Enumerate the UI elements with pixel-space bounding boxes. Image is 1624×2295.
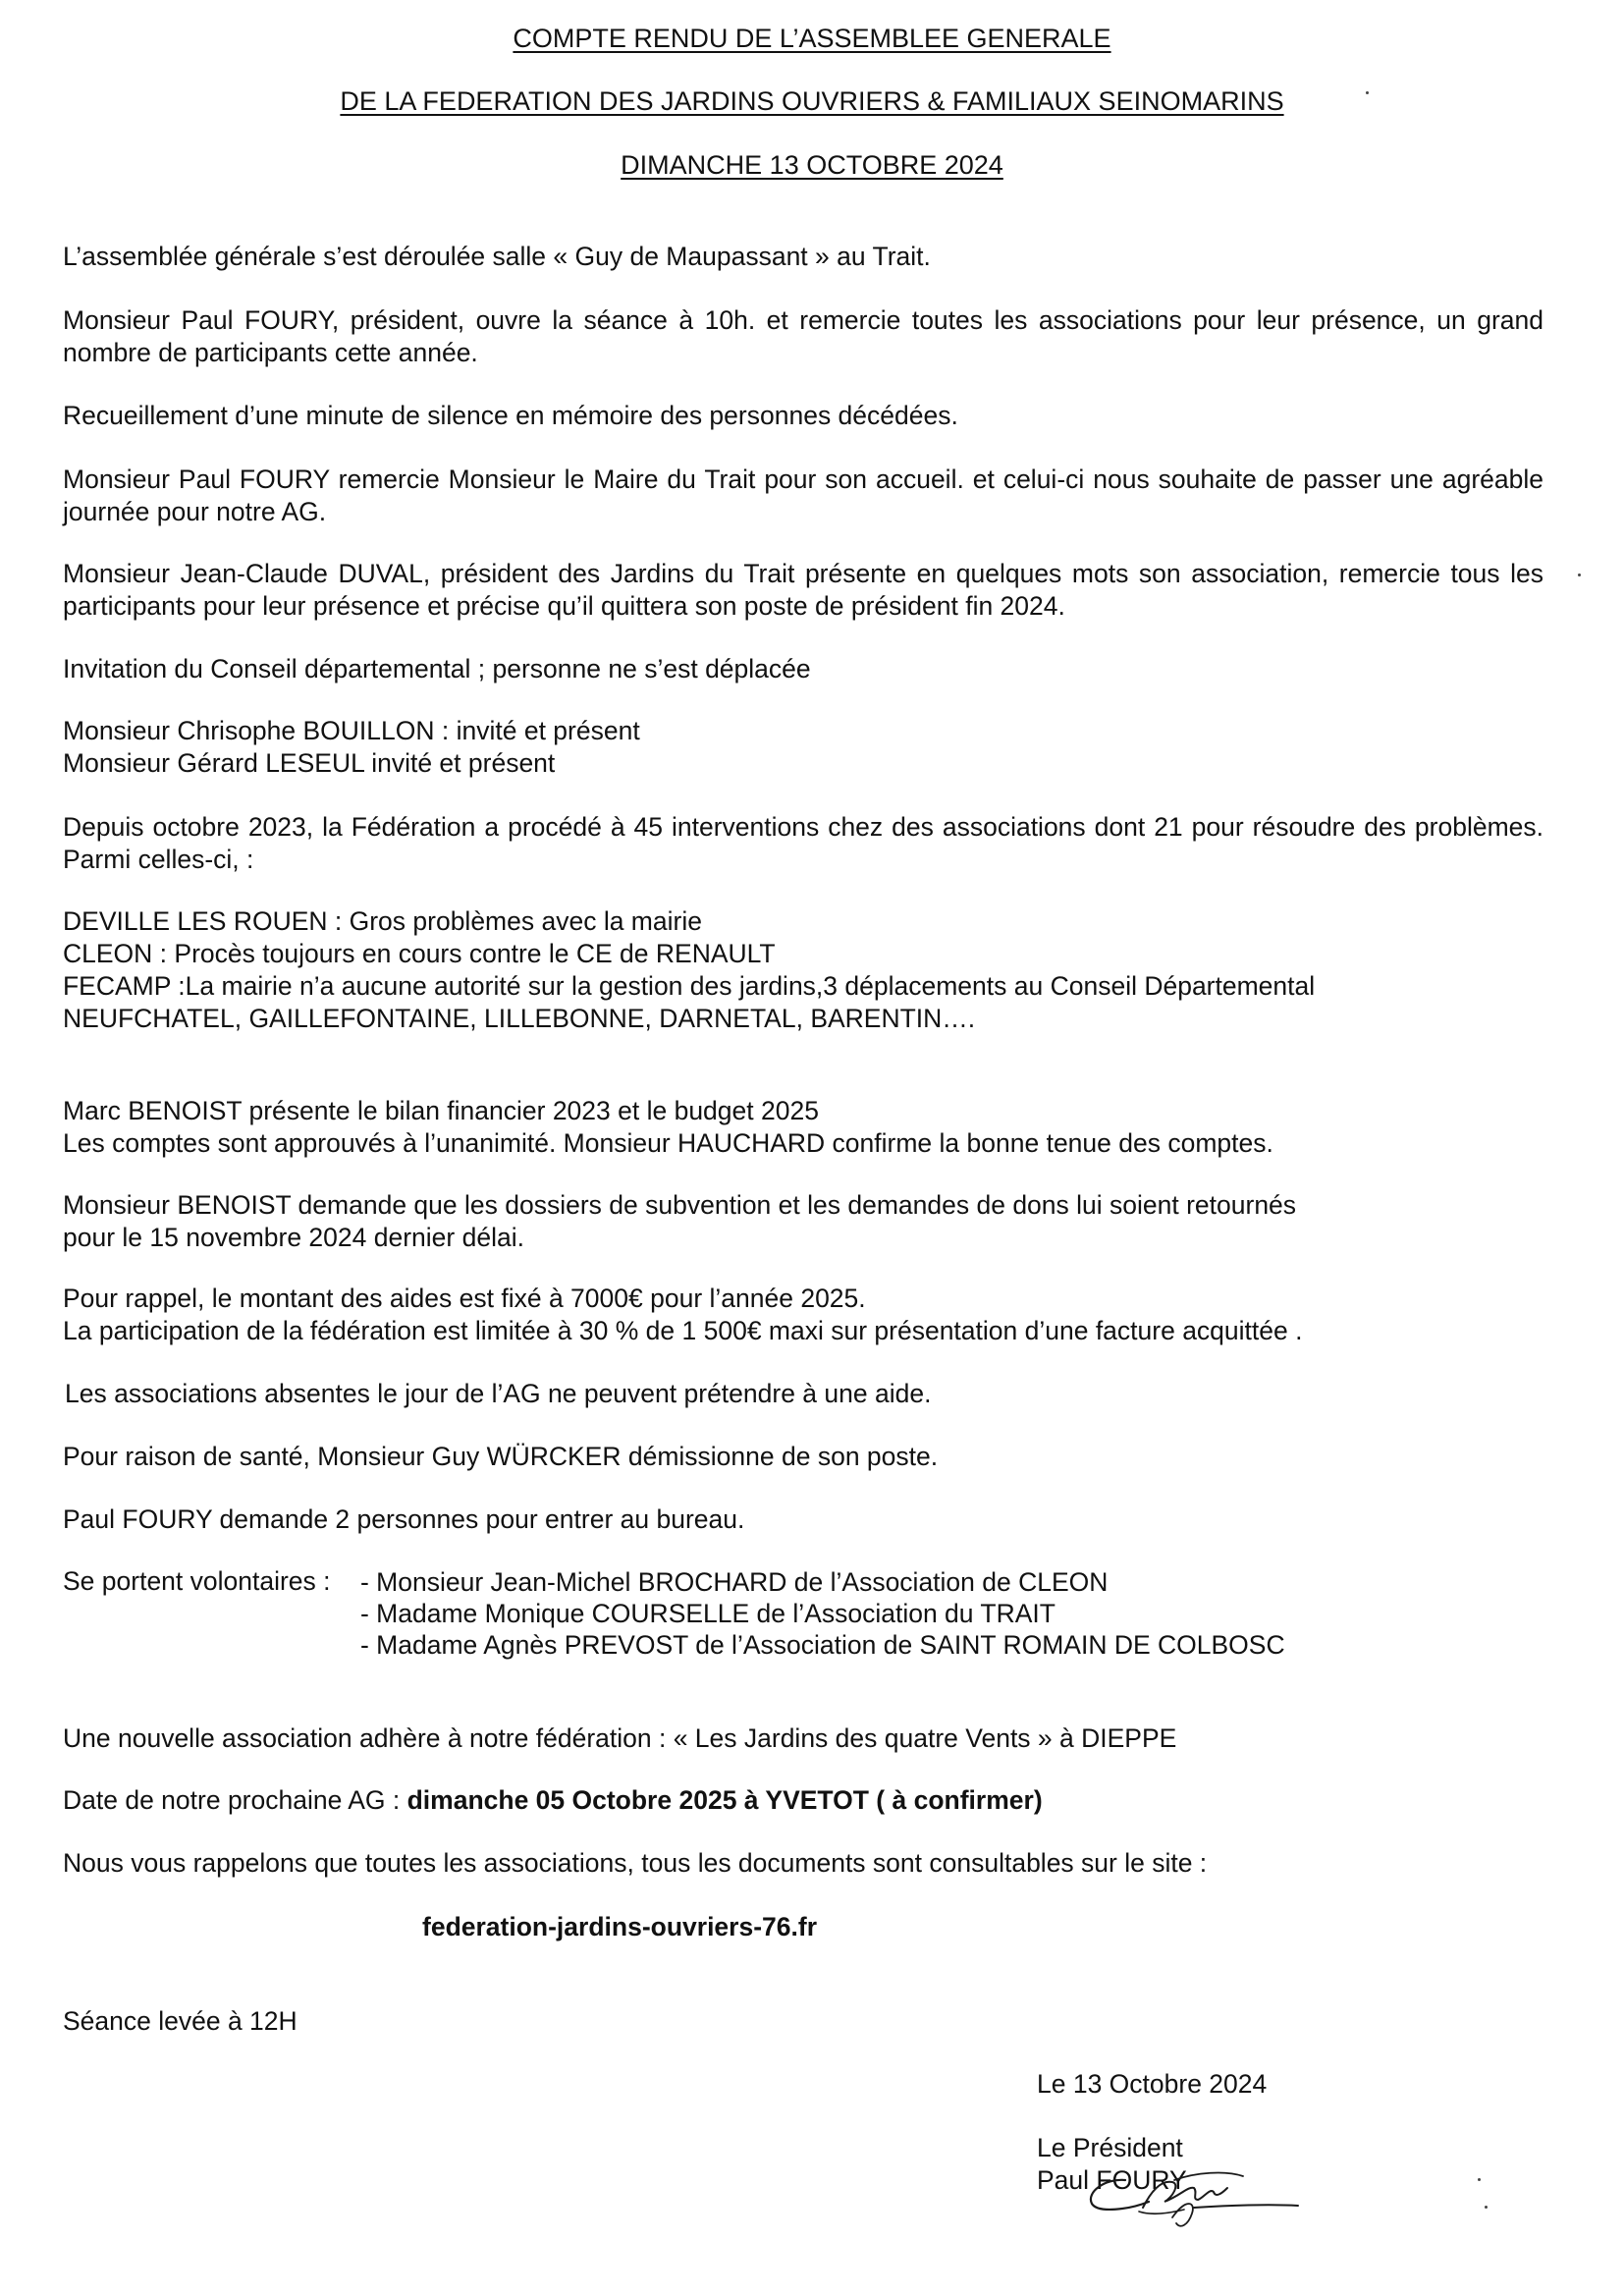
subsidy-deadline-block [63, 1189, 1543, 1254]
guest-leseul: Monsieur Gérard LESEUL invité et présent [63, 748, 556, 778]
next-ag-date: dimanche 05 Octobre 2025 à YVETOT ( à confirmer) [406, 1785, 1043, 1815]
volunteer-item: - Madame Agnès PREVOST de l’Association de SAINT ROMAIN DE COLBOSC [360, 1630, 1285, 1660]
paragraph-resignation: Pour raison de santé, Monsieur Guy WÜRCKER démissionne de son poste. [63, 1442, 939, 1471]
paragraph-venue: L’assemblée générale s’est déroulée salle « Guy de Maupassant » au Trait. [63, 242, 931, 271]
aid-amount: Pour rappel, le montant des aides est fixé à 7000€ pour l’année 2025. [63, 1284, 866, 1313]
paragraph-closing-session: Séance levée à 12H [63, 2006, 298, 2036]
volunteer-item: - Madame Monique COURSELLE de l’Association du TRAIT [360, 1599, 1056, 1628]
closing-date: Le 13 Octobre 2024 [1037, 2069, 1268, 2099]
subsidy-deadline: pour le 15 novembre 2024 dernier délai. [63, 1223, 524, 1252]
paragraph-council-invitation: Invitation du Conseil départemental ; personne ne s’est déplacée [63, 654, 811, 683]
aid-amount-block [63, 1283, 1543, 1347]
paragraph-new-association: Une nouvelle association adhère à notre fédération : « Les Jardins des quatre Vents » à DIEPPE [63, 1723, 1177, 1753]
scan-speck [1366, 91, 1369, 94]
finance-block [63, 1095, 1543, 1160]
paragraph-minute-silence: Recueillement d’une minute de silence en mémoire des personnes décédées. [63, 401, 958, 430]
scan-speck [1478, 2178, 1481, 2181]
participation-limit: La participation de la fédération est limitée à 30 % de 1 500€ maxi sur présentation d’une facture acquittée . [63, 1316, 1303, 1345]
next-ag-prefix: Date de notre prochaine AG : [63, 1785, 407, 1815]
finance-report: Marc BENOIST présente le bilan financier 2023 et le budget 2025 [63, 1096, 819, 1125]
signatory-title: Le Président [1037, 2133, 1183, 2162]
paragraph-interventions: Depuis octobre 2023, la Fédération a procédé à 45 interventions chez des associations dont 21 pour résoudre des problèmes. Parmi celles-ci, : [63, 812, 1543, 874]
paragraph-opening: Monsieur Paul FOURY, président, ouvre la séance à 10h. et remercie toutes les associations pour leur présence, un grand nombre de participants cette année. [63, 305, 1543, 367]
problem-fecamp: FECAMP :La mairie n’a aucune autorité sur la gestion des jardins,3 déplacements au Conseil Départemental [63, 971, 1316, 1001]
volunteers-list [360, 1566, 1285, 1661]
subsidy-request: Monsieur BENOIST demande que les dossiers de subvention et les demandes de dons lui soient retournés [63, 1190, 1297, 1220]
volunteer-item: - Monsieur Jean-Michel BROCHARD de l’Association de CLEON [360, 1567, 1109, 1597]
report-title-line-1: COMPTE RENDU DE L’ASSEMBLEE GENERALE [513, 24, 1111, 53]
president-signature [1078, 2158, 1304, 2237]
problem-deville: DEVILLE LES ROUEN : Gros problèmes avec la mairie [63, 906, 702, 936]
paragraph-documents-reminder: Nous vous rappelons que toutes les associations, tous les documents sont consultables sur le site : [63, 1848, 1208, 1878]
problem-list [63, 905, 1543, 1035]
problem-cleon: CLEON : Procès toujours en cours contre le CE de RENAULT [63, 939, 776, 968]
volunteers-label: Se portent volontaires : [63, 1566, 331, 1596]
paragraph-absent-associations: Les associations absentes le jour de l’AG ne peuvent prétendre à une aide. [65, 1379, 932, 1408]
report-date-heading: DIMANCHE 13 OCTOBRE 2024 [621, 150, 1003, 180]
signatory-name: Paul FOURY [1037, 2165, 1187, 2195]
scan-speck [1485, 2206, 1488, 2209]
paragraph-bureau-request: Paul FOURY demande 2 personnes pour entrer au bureau. [63, 1504, 745, 1534]
paragraph-duval: Monsieur Jean-Claude DUVAL, président des Jardins du Trait présente en quelques mots son association, remercie tous les participants pour leur présence et précise qu’il quittera son poste de président fin 2024. [63, 559, 1543, 621]
guests-block [63, 715, 1543, 780]
paragraph-mayor-thanks: Monsieur Paul FOURY remercie Monsieur le Maire du Trait pour son accueil. et celui-ci nous souhaite de passer une agréable journée pour notre AG. [63, 464, 1543, 526]
paragraph-next-ag [63, 1784, 1543, 1817]
problem-other-towns: NEUFCHATEL, GAILLEFONTAINE, LILLEBONNE, DARNETAL, BARENTIN…. [63, 1004, 976, 1033]
website-link[interactable]: federation-jardins-ouvriers-76.fr [422, 1912, 818, 1941]
guest-bouillon: Monsieur Chrisophe BOUILLON : invité et présent [63, 716, 640, 745]
accounts-approved: Les comptes sont approuvés à l’unanimité. Monsieur HAUCHARD confirme la bonne tenue des comptes. [63, 1128, 1273, 1158]
scan-speck [1578, 574, 1581, 576]
report-title-line-2: DE LA FEDERATION DES JARDINS OUVRIERS & FAMILIAUX SEINOMARINS [340, 86, 1284, 116]
